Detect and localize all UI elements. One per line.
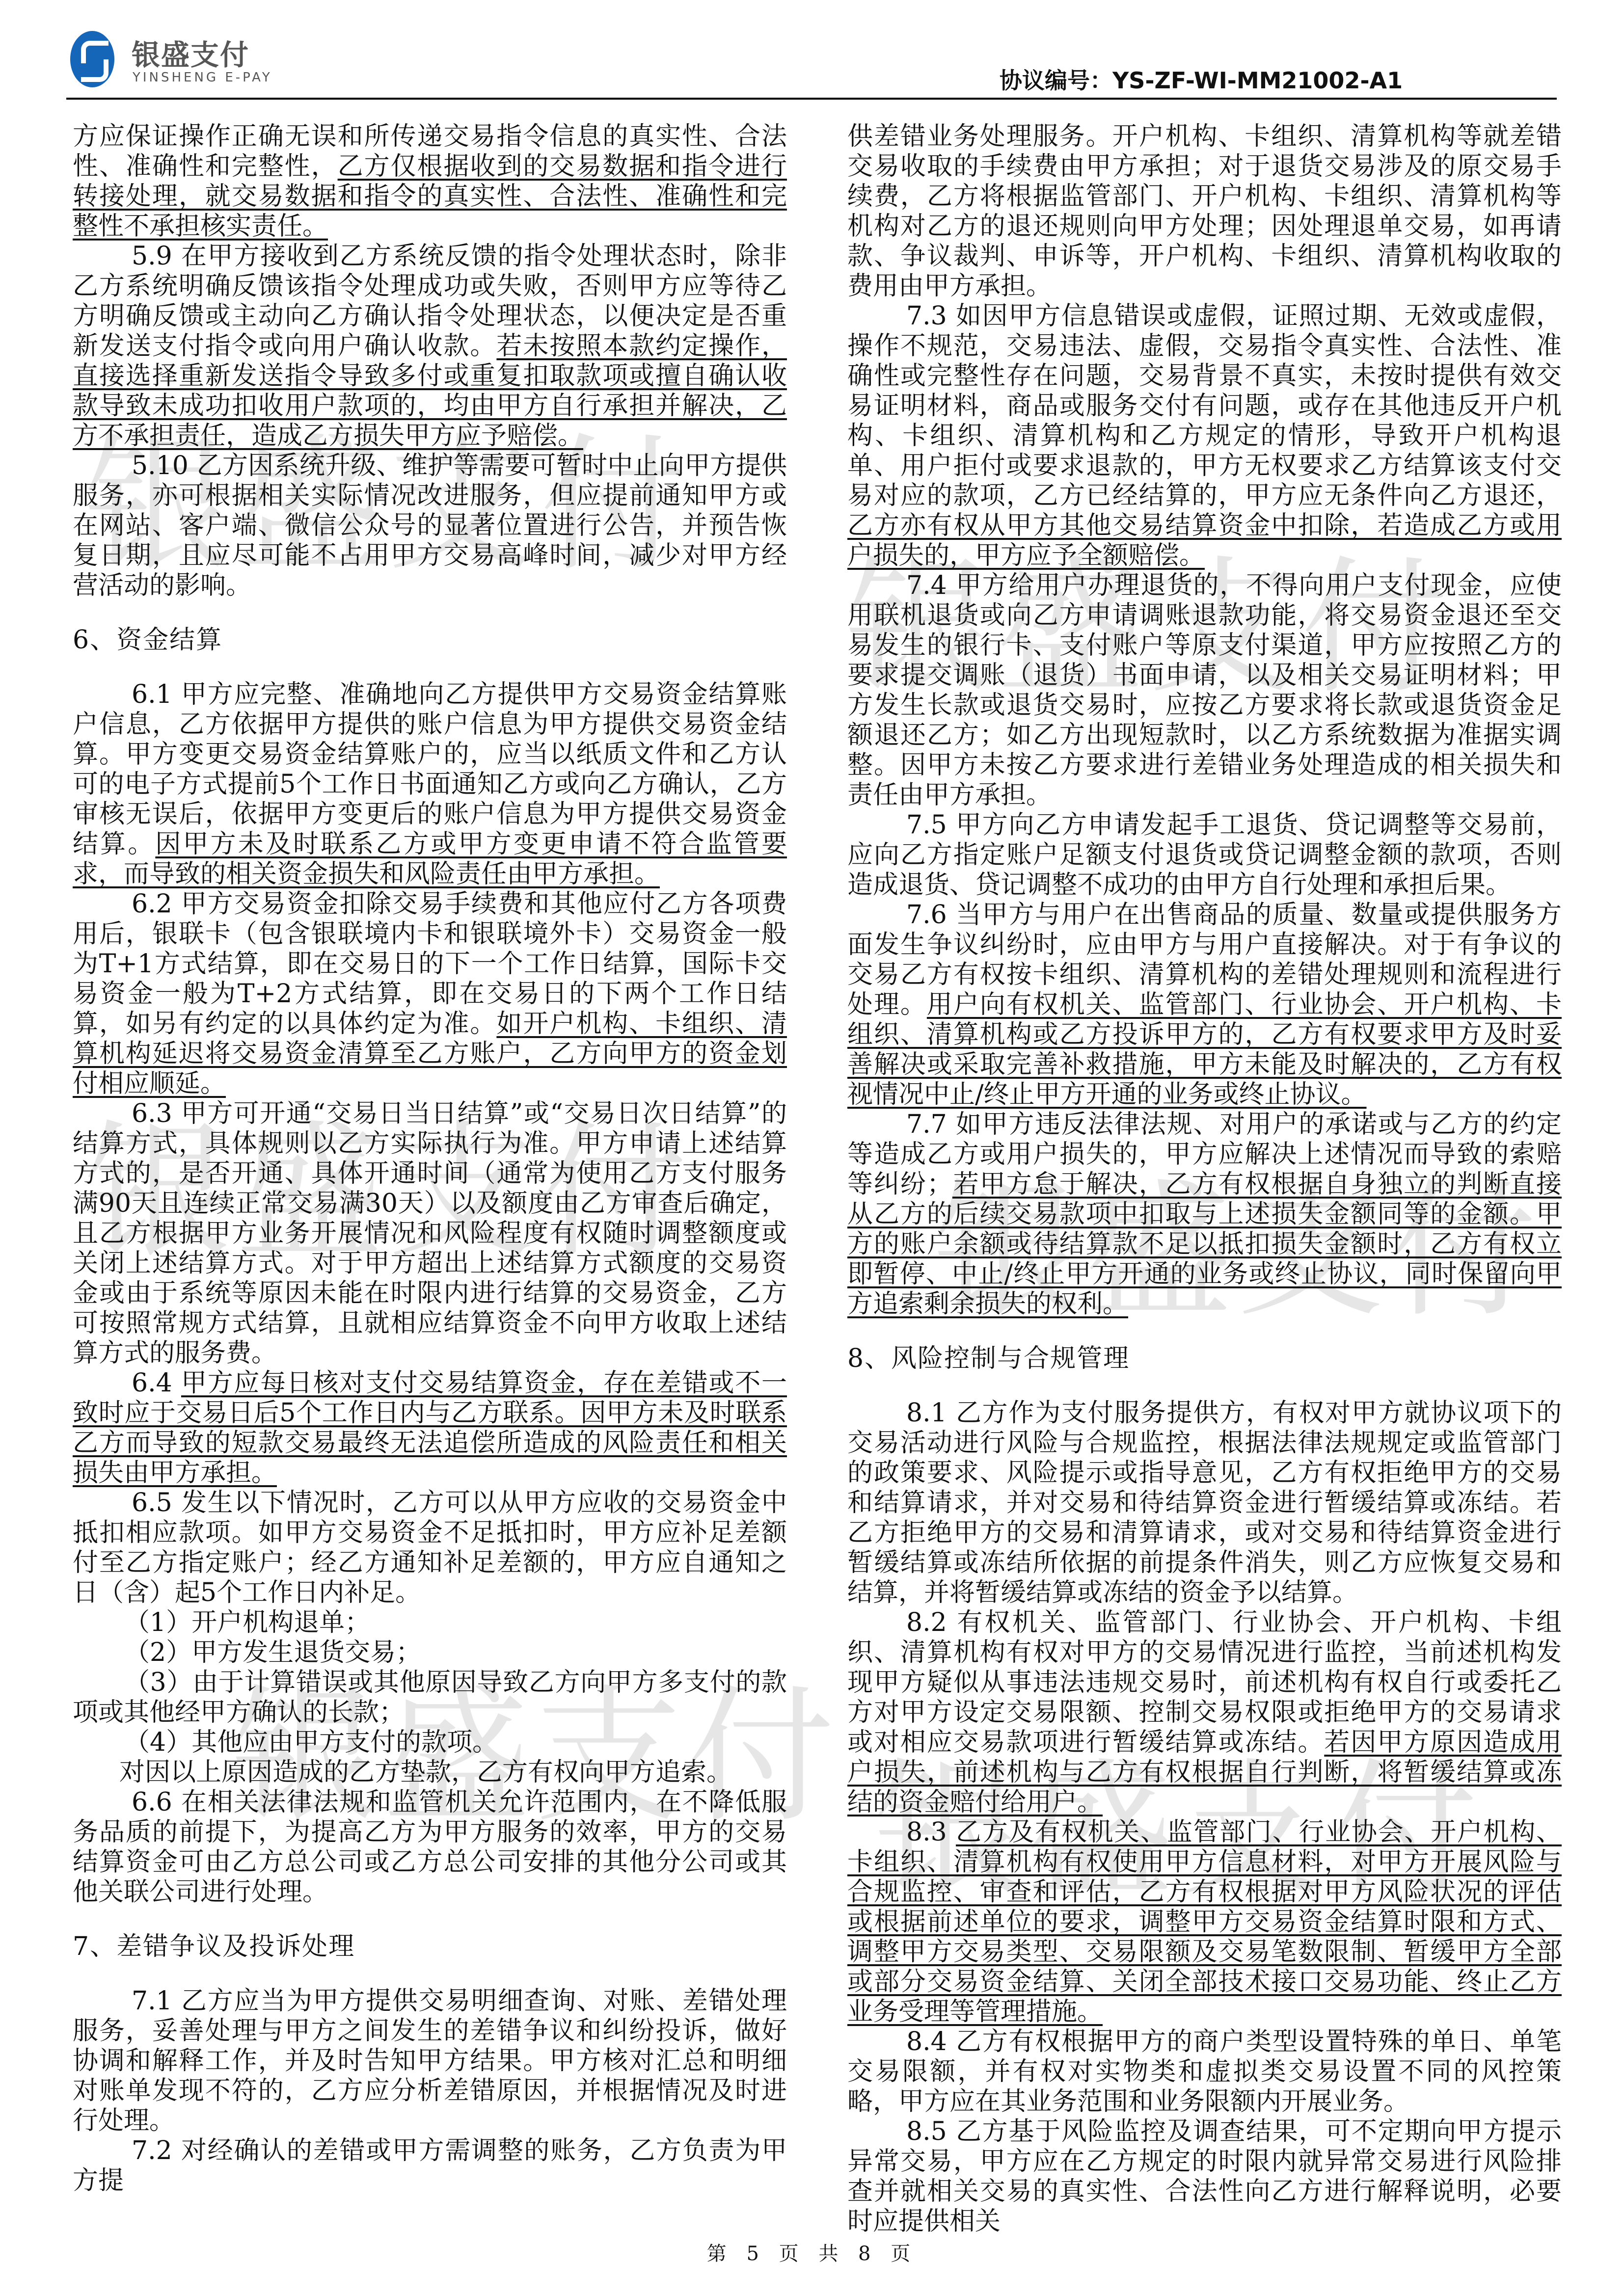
clause-paragraph — [847, 1398, 1562, 1608]
clause-text: 5.10 乙方因系统升级、维护等需要可暂时中止向甲方提供服务，亦可根据相关实际情况改进服务，但应提前通知甲方或在网站、客户端、微信公众号的显著位置进行公告，并预告恢复日期，且应尽可能不占用甲方交易高峰时间，减少对甲方经营活动的影响。 — [73, 451, 787, 600]
clause-text: 7.7 如甲方违反法律法规、对用户的承诺或与乙方的约定等造成乙方或用户损失的，甲方应解决上述情况而导致的索赔等纠纷； — [847, 1110, 1562, 1199]
clause-paragraph — [73, 122, 787, 241]
clause-paragraph — [73, 1488, 787, 1608]
underlined-text: 甲方应每日核对支付交易结算资金，存在差错或不一致时应于交易日后5个工作日内与乙方联系。因甲方未及时联系乙方而导致的短款交易最终无法追偿所造成的风险责任和相关损失由甲方承担。 — [73, 1368, 787, 1488]
clause-text: （3）由于计算错误或其他原因导致乙方向甲方多支付的款项或其他经甲方确认的长款； — [73, 1668, 787, 1727]
agreement-number: 协议编号：YS-ZF-WI-MM21002-A1 — [1000, 67, 1403, 94]
section-heading — [73, 625, 787, 655]
clause-paragraph — [847, 2027, 1562, 2117]
clause-paragraph — [847, 122, 1562, 301]
document-body — [73, 0, 1562, 2237]
clause-paragraph — [73, 1608, 787, 1638]
clause-paragraph — [847, 2117, 1562, 2237]
clause-paragraph — [73, 1758, 787, 1788]
underlined-text: 用户向有权机关、监管部门、行业协会、开户机构、卡组织、清算机构或乙方投诉甲方的，乙方有权要求甲方及时妥善解决或采取完善补救措施，甲方未能及时解决的，乙方有权视情况中止/终止甲方开通的业务或终止协议。 — [847, 990, 1562, 1109]
clause-paragraph — [847, 900, 1562, 1110]
underlined-text: 若未按照本款约定操作，直接选择重新发送指令导致多付或重复扣取款项或擅自确认收款导致未成功扣收用户款项的，均由甲方自行承担并解决，乙方不承担责任，造成乙方损失甲方应予赔偿。 — [73, 331, 787, 451]
left-column — [73, 122, 787, 2237]
clause-text: 6.5 发生以下情况时，乙方可以从甲方应收的交易资金中抵扣相应款项。如甲方交易资金不足抵扣时，甲方应补足差额付至乙方指定账户；经乙方通知补足差额的，甲方应自通知之日（含）起5个工作日内补足。 — [73, 1488, 787, 1607]
clause-paragraph — [73, 1788, 787, 1907]
section-heading — [847, 1344, 1562, 1374]
underlined-text: 如开户机构、卡组织、清算机构延迟将交易资金清算至乙方账户，乙方向甲方的资金划付相应顺延。 — [73, 1009, 787, 1098]
clause-text: 7.3 如因甲方信息错误或虚假，证照过期、无效或虚假，操作不规范，交易违法、虚假，交易指令真实性、合法性、准确性或完整性存在问题，交易背景不真实，未按时提供有效交易证明材料，商品或服务交付有问题，或存在其他违反开户机构、卡组织、清算机构和乙方规定的情形，导致开户机构退单、用户拒付或要求退款的，甲方无权要求乙方结算该支付交易对应的款项，乙方已经结算的，甲方应无条件向乙方退还， — [847, 301, 1562, 510]
clause-text: 7、差错争议及投诉处理 — [73, 1932, 355, 1961]
underlined-text: 乙方亦有权从甲方其他交易结算资金中扣除，若造成乙方或用户损失的，甲方应予全额赔偿。 — [847, 511, 1562, 570]
clause-paragraph — [73, 451, 787, 601]
clause-text: 供差错业务处理服务。开户机构、卡组织、清算机构等就差错交易收取的手续费由甲方承担；对于退货交易涉及的原交易手续费，乙方将根据监管部门、开户机构、卡组织、清算机构等机构对乙方的退还规则向甲方处理；因处理退单交易，如再请款、争议裁判、申诉等，开户机构、卡组织、清算机构收取的费用由甲方承担。 — [847, 122, 1562, 301]
clause-text: 7.6 当甲方与用户在出售商品的质量、数量或提供服务方面发生争议纠纷时，应由甲方与用户直接解决。对于有争议的交易乙方有权按卡组织、清算机构的差错处理规则和流程进行处理。 — [847, 900, 1562, 1019]
clause-text: 6.3 甲方可开通“交易日当日结算”或“交易日次日结算”的结算方式，具体规则以乙方实际执行为准。甲方申请上述结算方式的，是否开通、具体开通时间（通常为使用乙方支付服务满90天且连续正常交易满30天）以及额度由乙方审查后确定，且乙方根据甲方业务开展情况和风险程度有权随时调整额度或关闭上述结算方式。对于甲方超出上述结算方式额度的交易资金或由于系统等原因未能在时限内进行结算的交易资金，乙方可按照常规方式结算，且就相应结算资金不向甲方收取上述结算方式的服务费。 — [73, 1099, 787, 1368]
section-heading — [73, 1932, 787, 1962]
clause-paragraph — [73, 1728, 787, 1758]
clause-paragraph — [73, 1368, 787, 1488]
clause-text: 对因以上原因造成的乙方垫款，乙方有权向甲方追索。 — [119, 1758, 732, 1787]
clause-text: 8.3 — [906, 1817, 956, 1847]
clause-paragraph — [73, 2136, 787, 2196]
underlined-text: 若甲方怠于解决，乙方有权根据自身独立的判断直接从乙方的后续交易款项中扣取与上述损失金额同等的金额。甲方的账户余额或待结算款不足以抵扣损失金额时，乙方有权立即暂停、中止/终止甲方开通的业务或终止协议，同时保留向甲方追索剩余损失的权利。 — [847, 1170, 1562, 1319]
clause-text: 5.9 在甲方接收到乙方系统反馈的指令处理状态时，除非乙方系统明确反馈该指令处理成功或失败，否则甲方应等待乙方明确反馈或主动向乙方确认指令处理状态，以便决定是否重新发送支付指令或向用户确认收款。 — [73, 241, 787, 361]
right-column — [847, 122, 1562, 2237]
underlined-text: 因甲方未及时联系乙方或甲方变更申请不符合监管要求，而导致的相关资金损失和风险责任由甲方承担。 — [73, 829, 787, 889]
clause-text: 6.6 在相关法律法规和监管机关允许范围内，在不降低服务品质的前提下，为提高乙方为甲方服务的效率，甲方的交易结算资金可由乙方总公司或乙方总公司安排的其他分公司或其他关联公司进行处理。 — [73, 1788, 787, 1907]
clause-paragraph — [847, 810, 1562, 900]
clause-text: 7.1 乙方应当为甲方提供交易明细查询、对账、差错处理服务，妥善处理与甲方之间发生的差错争议和纠纷投诉，做好协调和解释工作，并及时告知甲方结果。甲方核对汇总和明细对账单发现不符的，乙方应分析差错原因，并根据情况及时进行处理。 — [73, 1986, 787, 2136]
clause-text: 6.4 — [132, 1368, 181, 1398]
clause-text: 方应保证操作正确无误和所传递交易指令信息的真实性、合法性、准确性和完整性， — [73, 122, 787, 181]
clause-text: 8.5 乙方基于风险监控及调查结果，可不定期向甲方提示异常交易，甲方应在乙方规定的时限内就异常交易进行风险排查并就相关交易的真实性、合法性向乙方进行解释说明，必要时应提供相关 — [847, 2117, 1562, 2236]
clause-paragraph — [73, 1638, 787, 1668]
clause-text: 8、风险控制与合规管理 — [847, 1344, 1130, 1373]
page-number: 第 5 页 共 8 页 — [706, 2243, 918, 2265]
underlined-text: 乙方及有权机关、监管部门、行业协会、开户机构、卡组织、清算机构有权使用甲方信息材料，对甲方开展风险与合规监控、审查和评估，乙方有权根据对甲方风险状况的评估或根据前述单位的要求，调整甲方交易资金结算时限和方式、调整甲方交易类型、交易限额及交易笔数限制、暂缓甲方全部或部分交易资金结算、关闭全部技术接口交易功能、终止乙方业务受理等管理措施。 — [847, 1817, 1562, 2027]
clause-paragraph — [847, 1110, 1562, 1319]
clause-text: 8.4 乙方有权根据甲方的商户类型设置特殊的单日、单笔交易限额，并有权对实物类和虚拟类交易设置不同的风控策略，甲方应在其业务范围和业务限额内开展业务。 — [847, 2027, 1562, 2116]
clause-paragraph — [73, 680, 787, 889]
clause-text: 8.1 乙方作为支付服务提供方，有权对甲方就协议项下的交易活动进行风险与合规监控，根据法律法规规定或监管部门的政策要求、风险提示或指导意见，乙方有权拒绝甲方的交易和结算请求，并对交易和待结算资金进行暂缓结算或冻结。若乙方拒绝甲方的交易和清算请求，或对交易和待结算资金进行暂缓结算或冻结所依据的前提条件消失，则乙方应恢复交易和结算，并将暂缓结算或冻结的资金予以结算。 — [847, 1398, 1562, 1607]
underlined-text: 乙方仅根据收到的交易数据和指令进行转接处理，就交易数据和指令的真实性、合法性、准确性和完整性不承担核实责任。 — [73, 152, 787, 241]
clause-paragraph — [73, 1668, 787, 1728]
clause-text: （1）开户机构退单； — [124, 1608, 371, 1637]
clause-text: （2）甲方发生退货交易； — [124, 1638, 422, 1667]
clause-text: 6、资金结算 — [73, 625, 223, 655]
clause-paragraph — [847, 301, 1562, 571]
clause-text: 6.2 甲方交易资金扣除交易手续费和其他应付乙方各项费用后，银联卡（包含银联境内卡和银联境外卡）交易资金一般为T+1方式结算，即在交易日的下一个工作日结算，国际卡交易资金一般为T+2方式结算，即在交易日的下两个工作日结算，如另有约定的以具体约定为准。 — [73, 889, 787, 1039]
clause-paragraph — [847, 1608, 1562, 1817]
clause-paragraph — [847, 1817, 1562, 2027]
clause-paragraph — [73, 1099, 787, 1368]
clause-paragraph — [73, 241, 787, 451]
clause-paragraph — [73, 889, 787, 1099]
clause-paragraph — [847, 571, 1562, 810]
logo-chinese-name: 银盛支付 — [132, 38, 250, 72]
clause-text: 7.4 甲方给用户办理退货的，不得向用户支付现金，应使用联机退货或向乙方申请调账退款功能，将交易资金退还至交易发生的银行卡、支付账户等原支付渠道，甲方应按照乙方的要求提交调账（退货）书面申请，以及相关交易证明材料；甲方发生长款或退货交易时，应按乙方要求将长款或退货资金足额退还乙方；如乙方出现短款时，以乙方系统数据为准据实调整。因甲方未按乙方要求进行差错业务处理造成的相关损失和责任由甲方承担。 — [847, 571, 1562, 810]
clause-text: 8.2 有权机关、监管部门、行业协会、开户机构、卡组织、清算机构有权对甲方的交易情况进行监控，当前述机构发现甲方疑似从事违法违规交易时，前述机构有权自行或委托乙方对甲方设定交易限额、控制交易权限或拒绝甲方的交易请求或对相应交易款项进行暂缓结算或冻结。 — [847, 1608, 1562, 1757]
clause-text: （4）其他应由甲方支付的款项。 — [124, 1728, 498, 1757]
clause-text: 6.1 甲方应完整、准确地向乙方提供甲方交易资金结算账户信息，乙方依据甲方提供的账户信息为甲方提供交易资金结算。甲方变更交易资金结算账户的，应当以纸质文件和乙方认可的电子方式提前5个工作日书面通知乙方或向乙方确认，乙方审核无误后，依据甲方变更后的账户信息为甲方提供交易资金结算。 — [73, 680, 787, 859]
clause-text: 7.5 甲方向乙方申请发起手工退货、贷记调整等交易前，应向乙方指定账户足额支付退货或贷记调整金额的款项，否则造成退货、贷记调整不成功的由甲方自行处理和承担后果。 — [847, 810, 1562, 900]
underlined-text: 若因甲方原因造成用户损失，前述机构与乙方有权根据自行判断，将暂缓结算或冻结的资金赔付给用户。 — [847, 1728, 1562, 1817]
clause-text: 7.2 对经确认的差错或甲方需调整的账务，乙方负责为甲方提 — [73, 2136, 787, 2195]
clause-paragraph — [73, 1986, 787, 2136]
logo-english-name: YINSHENG E-PAY — [133, 70, 272, 85]
